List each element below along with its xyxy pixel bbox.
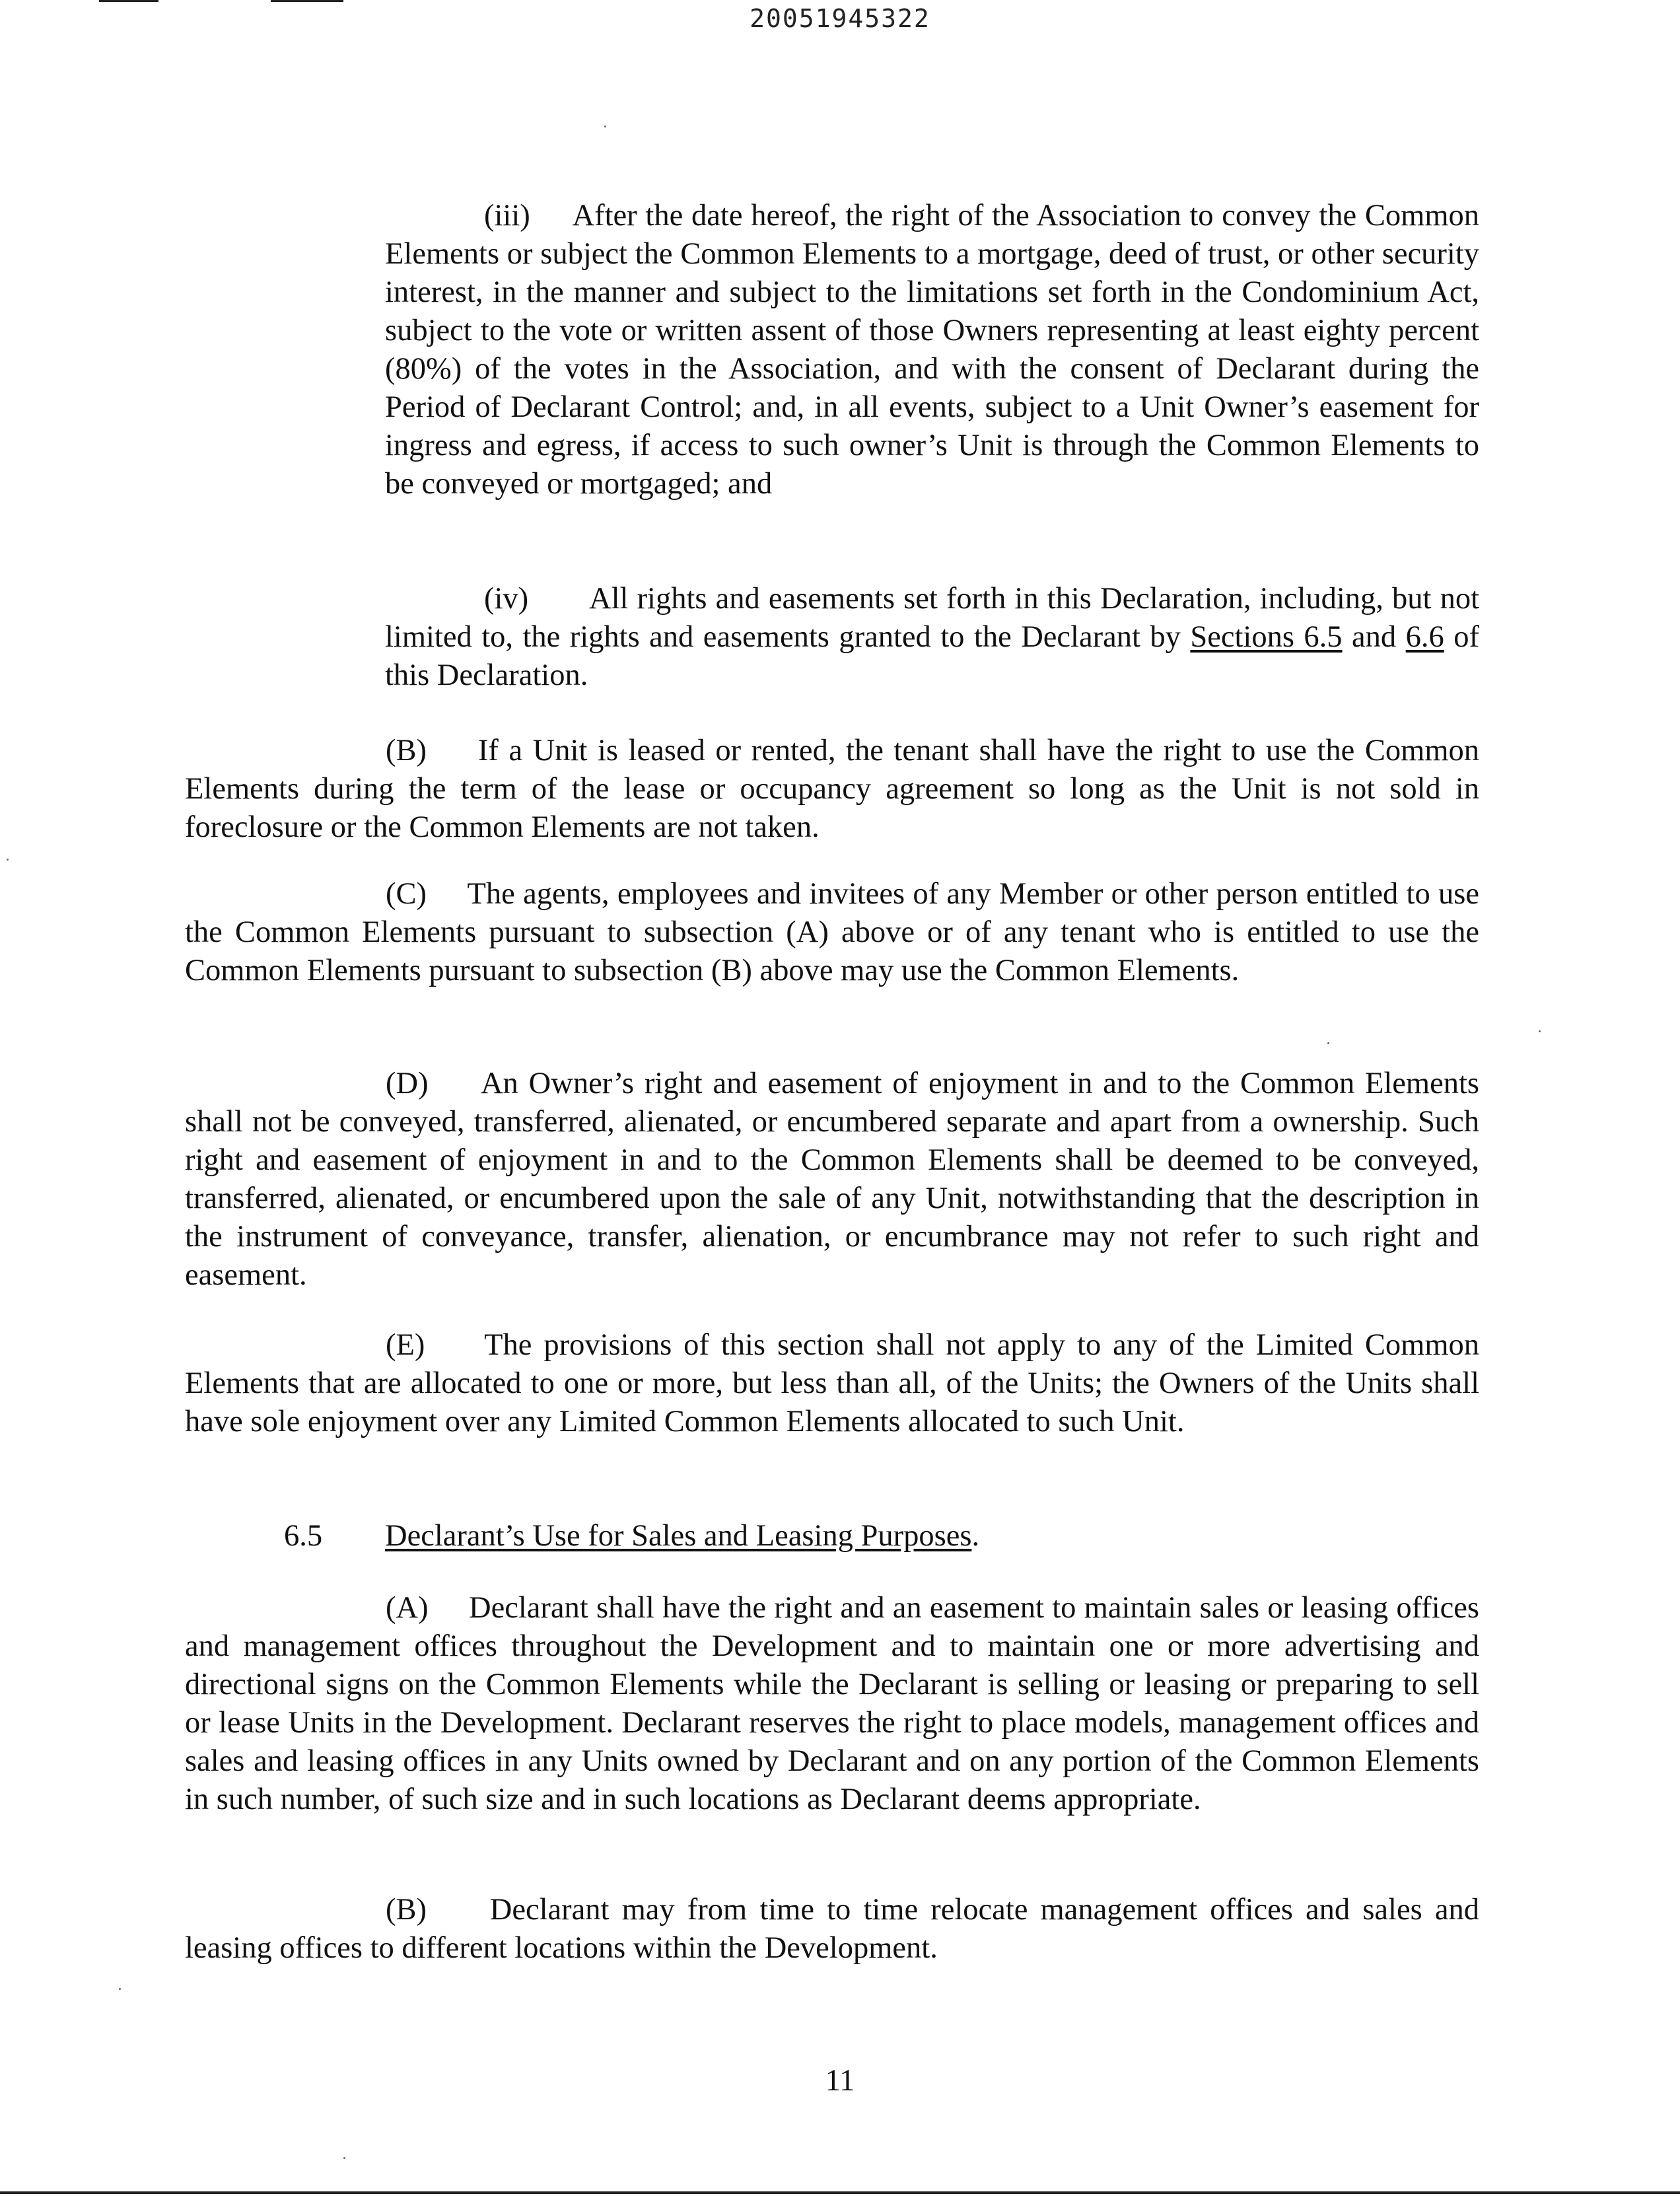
paragraph-label: (C) bbox=[386, 877, 427, 911]
paragraph-text: After the date hereof, the right of the Association to convey the Common Elements or subject the Common Elements to a mortgage, deed of trust, or other security interest, in the manner and subject to the limitations set forth in the Condominium Act, subject to the vote or written assent of those Owners representing at least eighty percent (80%) of the votes in the Association, and with the consent of Declarant during the Period of Declarant Control; and, in all events, subject to a Unit Owner’s easement for ingress and egress, if access to such owner’s Unit is through the Common Elements to be conveyed or mortgaged; and bbox=[385, 199, 1480, 501]
paragraph-e bbox=[185, 1326, 1479, 1441]
paragraph-label: (E) bbox=[386, 1328, 425, 1362]
paragraph-text: An Owner’s right and easement of enjoyment in and to the Common Elements shall not be conveyed, transferred, alienated, or encumbered separate and apart from a ownership. Such right and easement of enjoyment in and to the Common Elements shall be deemed to be conveyed, transferred, alienated, or encumbered upon the sale of any Unit, notwithstanding that the description in the instrument of conveyance, transfer, alienation, or encumbrance may not refer to such right and easement. bbox=[185, 1067, 1479, 1292]
paragraph-b bbox=[185, 732, 1479, 847]
paragraph-label: (A) bbox=[386, 1591, 429, 1625]
scan-speck bbox=[7, 859, 9, 861]
section-number: 6.5 bbox=[284, 1519, 323, 1553]
paragraph-6-5-b bbox=[185, 1891, 1479, 1968]
paragraph-text: Declarant may from time to time relocate management offices and sales and leasing offices to different locations within the Development. bbox=[185, 1893, 1479, 1965]
section-reference-link: Sections 6.5 bbox=[1190, 620, 1343, 654]
paragraph-label: (iv) bbox=[484, 582, 529, 616]
paragraph-c bbox=[185, 875, 1479, 990]
paragraph-label: (B) bbox=[386, 734, 427, 767]
section-title-period: . bbox=[971, 1519, 980, 1553]
paragraph-label: (iii) bbox=[484, 199, 530, 232]
section-reference-link: 6.6 bbox=[1405, 620, 1444, 654]
paragraph-text: of this Declaration. bbox=[385, 620, 1480, 692]
paragraph-iv bbox=[385, 580, 1479, 695]
paragraph-label: (D) bbox=[386, 1067, 429, 1100]
paragraph-6-5-a bbox=[185, 1589, 1479, 1819]
paragraph-text: If a Unit is leased or rented, the tenant shall have the right to use the Common Elements during the term of the lease or occupancy agreement so long as the Unit is not sold in foreclosure or the Common Elements are not taken. bbox=[185, 734, 1479, 844]
scan-speck bbox=[604, 125, 606, 127]
scan-speck bbox=[343, 2157, 345, 2159]
scan-bottom-edge bbox=[0, 2191, 1680, 2194]
paragraph-text: All rights and easements set forth in this Declaration, including, but not limited to, the rights and easements granted to the Declarant by bbox=[385, 582, 1479, 654]
paragraph-iii bbox=[385, 197, 1479, 503]
scan-speck bbox=[119, 1988, 121, 1990]
paragraph-text: and bbox=[1352, 620, 1397, 654]
paragraph-d bbox=[185, 1065, 1479, 1294]
paragraph-text: Declarant shall have the right and an easement to maintain sales or leasing offices and management offices throughout the Development and to maintain one or more advertising and directional signs on the Common Elements while the Declarant is selling or leasing or preparing to sell or lease Units in the Development. Declarant reserves the right to place models, management offices and sales and leasing offices in any Units owned by Declarant and on any portion of the Common Elements in such number, of such size and in such locations as Declarant deems appropriate. bbox=[185, 1591, 1480, 1816]
paragraph-text: The provisions of this section shall not apply to any of the Limited Common Elements that are allocated to one or more, but less than all, of the Units; the Owners of the Units shall have sole enjoyment over any Limited Common Elements allocated to such Unit. bbox=[185, 1328, 1479, 1438]
document-number: 20051945322 bbox=[750, 4, 930, 33]
scan-edge-mark bbox=[99, 0, 158, 2]
paragraph-label: (B) bbox=[386, 1893, 427, 1927]
scan-speck bbox=[1539, 1030, 1541, 1032]
scan-edge-mark bbox=[271, 0, 343, 2]
section-title: Declarant’s Use for Sales and Leasing Purposes bbox=[385, 1519, 972, 1553]
scan-speck bbox=[1327, 1042, 1329, 1044]
section-heading bbox=[284, 1517, 979, 1555]
paragraph-text: The agents, employees and invitees of any Member or other person entitled to use the Common Elements pursuant to subsection (A) above or of any tenant who is entitled to use the Common Elements pursuant to subsection (B) above may use the Common Elements. bbox=[185, 877, 1480, 987]
page-number: 11 bbox=[825, 2064, 855, 2098]
